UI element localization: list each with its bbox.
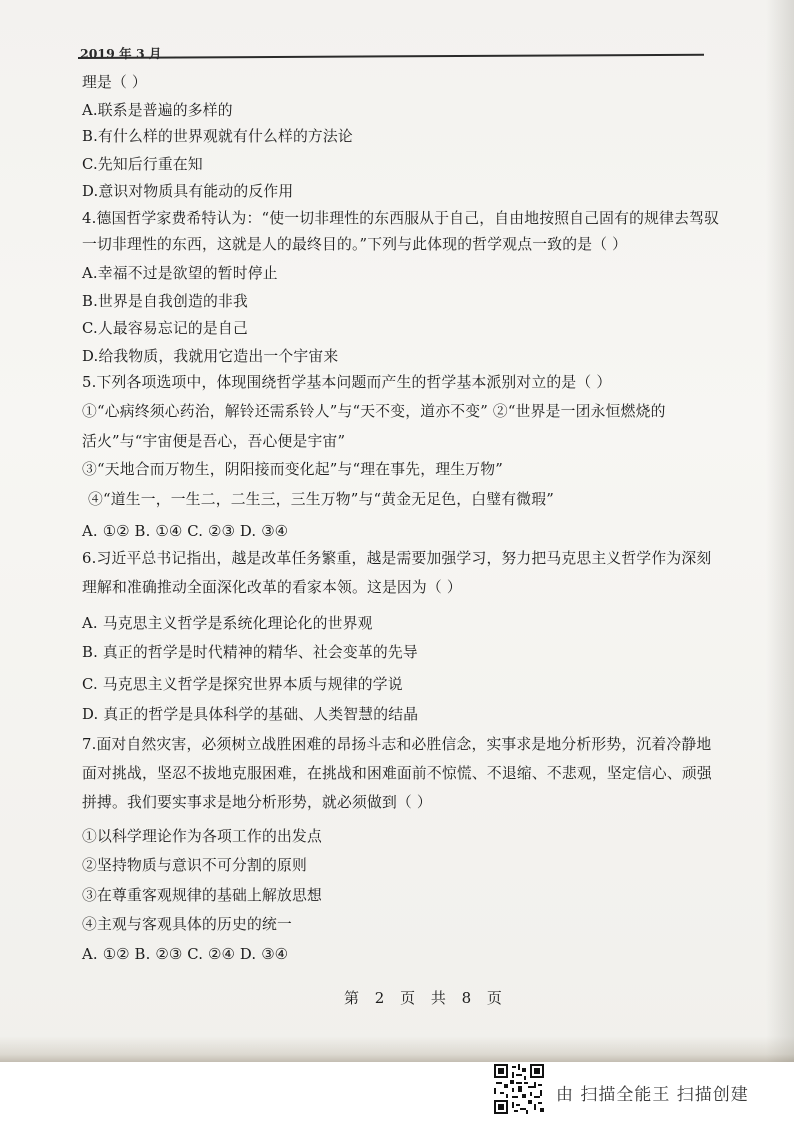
option-line: B.世界是自我创造的非我 bbox=[82, 293, 248, 310]
statement-line: ④主观与客观具体的历史的统一 bbox=[82, 916, 292, 933]
answer-choices: A. ①② B. ②③ C. ②④ D. ③④ bbox=[82, 946, 289, 963]
statement-line: 活火”与“宇宙便是吾心，吾心便是宇宙” bbox=[82, 433, 346, 450]
question-6-stem-cont: 理解和准确推动全面深化改革的看家本领。这是因为（ ） bbox=[82, 579, 462, 596]
option-line: D. 真正的哲学是具体科学的基础、人类智慧的结晶 bbox=[82, 706, 419, 723]
page-bottom-edge bbox=[0, 1036, 794, 1062]
option-line: D.意识对物质具有能动的反作用 bbox=[82, 183, 294, 200]
question-7-stem-cont: 面对挑战，坚忍不拔地克服困难，在挑战和困难面前不惊慌、不退缩、不悲观，坚定信心、顽强 bbox=[82, 765, 712, 782]
option-line: B.有什么样的世界观就有什么样的方法论 bbox=[82, 128, 353, 145]
header-rule bbox=[78, 54, 704, 59]
question-text-line: 理是（ ） bbox=[82, 74, 147, 91]
scanner-watermark: 由 扫描全能王 扫描创建 bbox=[556, 1085, 749, 1105]
statement-line: ①“心病终须心药治，解铃还需系铃人”与“天不变，道亦不变” ②“世界是一团永恒燃烧的 bbox=[82, 403, 666, 420]
page-footer: 第 2 页 共 8 页 bbox=[344, 989, 503, 1007]
header-date: 2019 年 3 月 bbox=[80, 46, 162, 61]
question-6-stem: 6.习近平总书记指出，越是改革任务繁重，越是需要加强学习，努力把马克思主义哲学作为深刻 bbox=[82, 550, 712, 567]
question-7-stem: 7.面对自然灾害，必须树立战胜困难的昂扬斗志和必胜信念，实事求是地分析形势，沉着冷静地 bbox=[82, 736, 712, 753]
option-line: D.给我物质，我就用它造出一个宇宙来 bbox=[82, 348, 339, 365]
option-line: C.先知后行重在知 bbox=[82, 156, 203, 173]
page-edge-shadow bbox=[766, 0, 794, 1062]
answer-choices: A. ①② B. ①④ C. ②③ D. ③④ bbox=[82, 523, 289, 540]
statement-line: ④“道生一，一生二，二生三，三生万物”与“黄金无足色，白璧有微瑕” bbox=[88, 491, 554, 508]
statement-line: ③“天地合而万物生，阴阳接而变化起”与“理在事先，理生万物” bbox=[82, 461, 503, 478]
statement-line: ①以科学理论作为各项工作的出发点 bbox=[82, 828, 322, 845]
option-line: A.联系是普遍的多样的 bbox=[82, 102, 233, 119]
qr-code-icon bbox=[494, 1064, 544, 1114]
question-5-stem: 5.下列各项选项中，体现围绕哲学基本问题而产生的哲学基本派别对立的是（ ） bbox=[82, 374, 612, 391]
option-line: C.人最容易忘记的是自己 bbox=[82, 320, 248, 337]
option-line: A.幸福不过是欲望的暂时停止 bbox=[82, 265, 278, 282]
question-4-stem: 4.德国哲学家费希特认为：“使一切非理性的东西服从于自己，自由地按照自己固有的规律去驾驭 bbox=[82, 210, 720, 227]
option-line: A. 马克思主义哲学是系统化理论化的世界观 bbox=[82, 615, 373, 632]
statement-line: ②坚持物质与意识不可分割的原则 bbox=[82, 857, 307, 874]
question-4-stem-cont: 一切非理性的东西，这就是人的最终目的。”下列与此体现的哲学观点一致的是（ ） bbox=[82, 236, 628, 253]
question-7-stem-cont: 拼搏。我们要实事求是地分析形势，就必须做到（ ） bbox=[82, 794, 432, 811]
option-line: C. 马克思主义哲学是探究世界本质与规律的学说 bbox=[82, 676, 403, 693]
statement-line: ③在尊重客观规律的基础上解放思想 bbox=[82, 887, 322, 904]
option-line: B. 真正的哲学是时代精神的精华、社会变革的先导 bbox=[82, 644, 418, 661]
